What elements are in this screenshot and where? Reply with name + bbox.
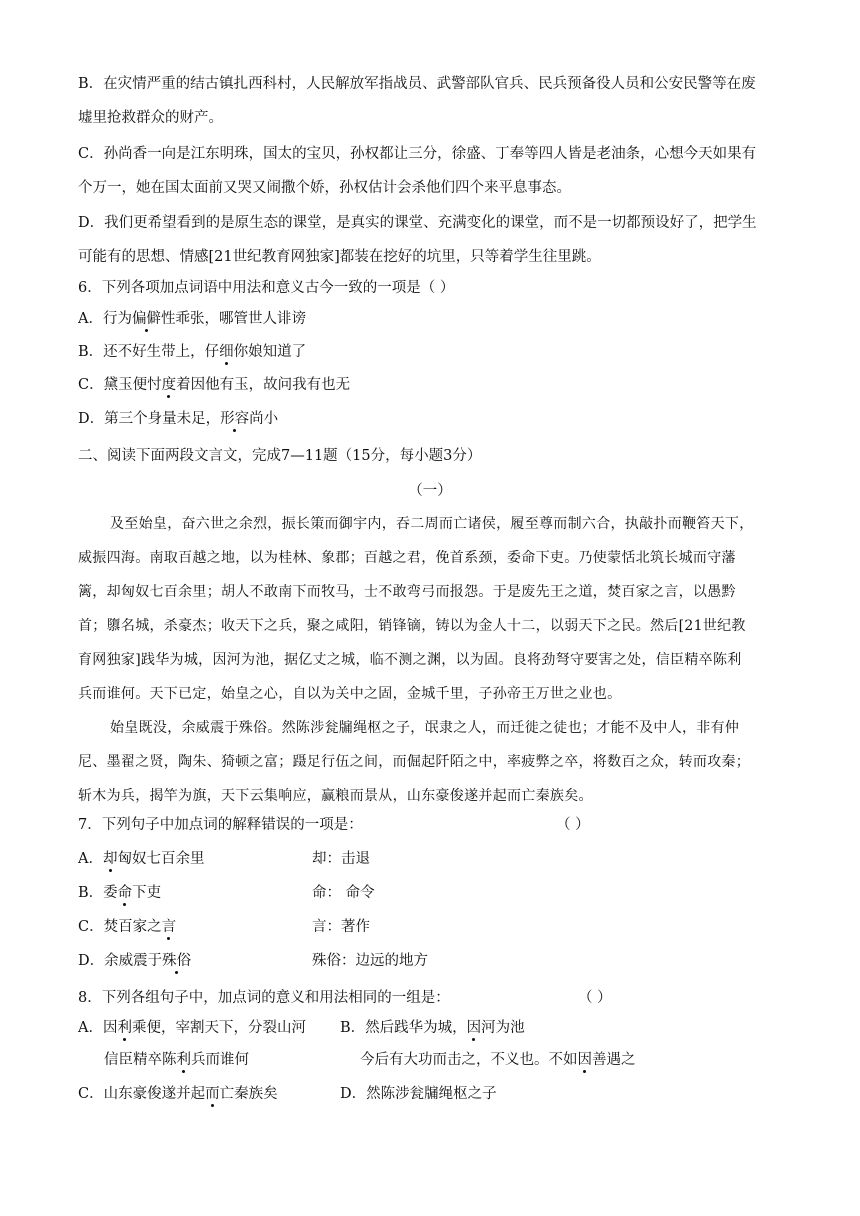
passage-line: 兵而谁何。天下已定，始皇之心，自以为关中之固，金城千里，子孙帝王万世之业也。 (78, 686, 622, 702)
q7-option-a-gloss: 却：击退 (312, 851, 370, 867)
dotted-word: 形容 (220, 411, 250, 427)
q8-option-b-line2 (360, 1050, 636, 1070)
dotted-word: 却 (102, 851, 118, 867)
q7-option-d (78, 951, 778, 971)
dotted-word: 因 (577, 1052, 592, 1068)
option-text: 下吏 (132, 885, 162, 901)
dotted-word: 言 (161, 919, 177, 935)
q7-option-b (78, 883, 778, 903)
option-text: 乘便，宰割天下，分裂山河 (131, 1020, 306, 1036)
q8-answer-paren: （ ） (578, 990, 612, 1006)
passage-line: 篱，却匈奴七百余里；胡人不敢南下而牧马，士不敢弯弓而报怨。于是废先王之道，焚百家之言，以愚黔 (78, 584, 736, 600)
option-text: 兵而谁何 (191, 1052, 249, 1068)
option-text: B．委 (78, 885, 118, 901)
option-text: 善遇之 (592, 1052, 636, 1068)
q8-option-a-line1 (78, 1018, 306, 1038)
dotted-word: 偏僻 (131, 311, 161, 327)
passage-line: 威振四海。南取百越之地，以为桂林、象郡；百越之君，俛首系颈，委命下吏。乃使蒙恬北筑长城而守藩 (78, 550, 736, 566)
option-text: D．然陈涉瓮牖绳枢之子 (340, 1086, 497, 1102)
q8-option-c-line1 (78, 1084, 278, 1104)
passage-line: 首；隳名城，杀豪杰；收天下之兵，聚之咸阳，销锋镝，铸以为金人十二，以弱天下之民。然后[21世纪教 (78, 618, 746, 634)
option-text: D．第三个身量未足， (78, 411, 221, 427)
q8-stem: 8．下列各组句子中，加点词的意义和用法相同的一组是： (78, 990, 450, 1006)
option-text: 你娘知道了 (233, 344, 307, 360)
option-text: B．然后践华为城， (340, 1020, 467, 1036)
q7-option-b-gloss: 命： 命令 (312, 885, 375, 901)
passage-line: 始皇既没，余威震于殊俗。然陈涉瓮牖绳枢之子，氓隶之人，而迁徙之徒也；才能不及中人，非有仲 (110, 720, 740, 736)
part-label: （一） (408, 483, 452, 499)
q5-option-c-line1: C．孙尚香一向是江东明珠，国太的宝贝，孙权都让三分，徐盛、丁奉等四人皆是老油条，心想今天如果有 (78, 146, 757, 162)
q8-option-b-line1 (340, 1018, 525, 1038)
passage-line: 尼、墨翟之贤，陶朱、猗顿之富；蹑足行伍之间，而倔起阡陌之中，率疲弊之卒，将数百之众，转而攻秦； (78, 754, 751, 770)
q7-option-c-gloss: 言：著作 (312, 919, 370, 935)
dotted-word: 命 (117, 885, 133, 901)
option-text: C．山东豪俊遂并起 (78, 1086, 206, 1102)
option-text: A．因 (78, 1020, 118, 1036)
passage-line: 斩木为兵，揭竿为旗，天下云集响应，赢粮而景从，山东豪俊遂并起而亡秦族矣。 (78, 788, 593, 804)
option-text: A．行为 (78, 311, 132, 327)
q7-stem: 7．下列句子中加点词的解释错误的一项是： (78, 817, 363, 833)
option-text: B．还不好生带上，仔 (78, 344, 220, 360)
dotted-word: 殊俗 (162, 953, 192, 969)
option-text: C．焚百家之 (78, 919, 162, 935)
dotted-word: 度 (161, 377, 177, 393)
option-text: 尚小 (249, 411, 279, 427)
q7-option-a (78, 849, 778, 869)
q7-answer-paren: （ ） (556, 817, 590, 833)
option-text: 河为池 (481, 1020, 525, 1036)
q6-stem: 6．下列各项加点词语中用法和意义古今一致的一项是（ ） (78, 280, 455, 296)
q6-option-a (78, 309, 778, 329)
q7-option-c (78, 917, 778, 937)
option-text: D．余威震于 (78, 953, 163, 969)
q5-option-b-line2: 墟里抢救群众的财产。 (78, 110, 223, 126)
option-text: 性乖张，哪管世人诽谤 (160, 311, 306, 327)
q6-option-b (78, 342, 778, 362)
q5-option-b-line1: B．在灾情严重的结古镇扎西科村，人民解放军指战员、武警部队官兵、民兵预备役人员和公安民警等在废 (78, 76, 756, 92)
passage-line: 及至始皇，奋六世之余烈，振长策而御宇内，吞二周而亡诸侯，履至尊而制六合，执敲扑而鞭笞天下， (110, 516, 754, 532)
passage-line: 育网独家]践华为城，因河为池，据亿丈之城，临不测之渊，以为固。良将劲弩守要害之处，信臣精卒陈利 (78, 652, 742, 668)
dotted-word: 利 (176, 1052, 191, 1068)
q5-option-d-line1: D．我们更希望看到的是原生态的课堂，是真实的课堂、充满变化的课堂，而不是一切都预设好了，把学生 (78, 215, 757, 231)
section-heading: 二、阅读下面两段文言文，完成7—11题（15分，每小题3分） (78, 448, 482, 464)
q6-option-d (78, 409, 778, 429)
option-text: 今后有大功而击之，不义也。不如 (360, 1052, 578, 1068)
dotted-word: 细 (219, 344, 234, 360)
q7-option-d-gloss: 殊俗：边远的地方 (312, 953, 428, 969)
q5-option-d-line2: 可能有的思想、情感[21世纪教育网独家]都装在挖好的坑里，只等着学生往里跳。 (78, 249, 601, 265)
option-text: 信臣精卒陈 (104, 1052, 177, 1068)
option-text: 匈奴七百余里 (117, 851, 205, 867)
q8-option-d-line1 (340, 1084, 497, 1104)
dotted-word: 利 (117, 1020, 132, 1036)
dotted-word: 因 (466, 1020, 482, 1036)
option-text: C．黛玉便忖 (78, 377, 162, 393)
option-text: A． (78, 851, 103, 867)
option-text: 着因他有玉，故问我有也无 (176, 377, 351, 393)
q6-option-c (78, 375, 778, 395)
dotted-word: 而 (205, 1086, 220, 1102)
option-text: 亡秦族矣 (219, 1086, 278, 1102)
q5-option-c-line2: 个万一，她在国太面前又哭又闹撒个娇，孙权估计会杀他们四个来平息事态。 (78, 180, 571, 196)
q8-option-a-line2 (104, 1050, 249, 1070)
